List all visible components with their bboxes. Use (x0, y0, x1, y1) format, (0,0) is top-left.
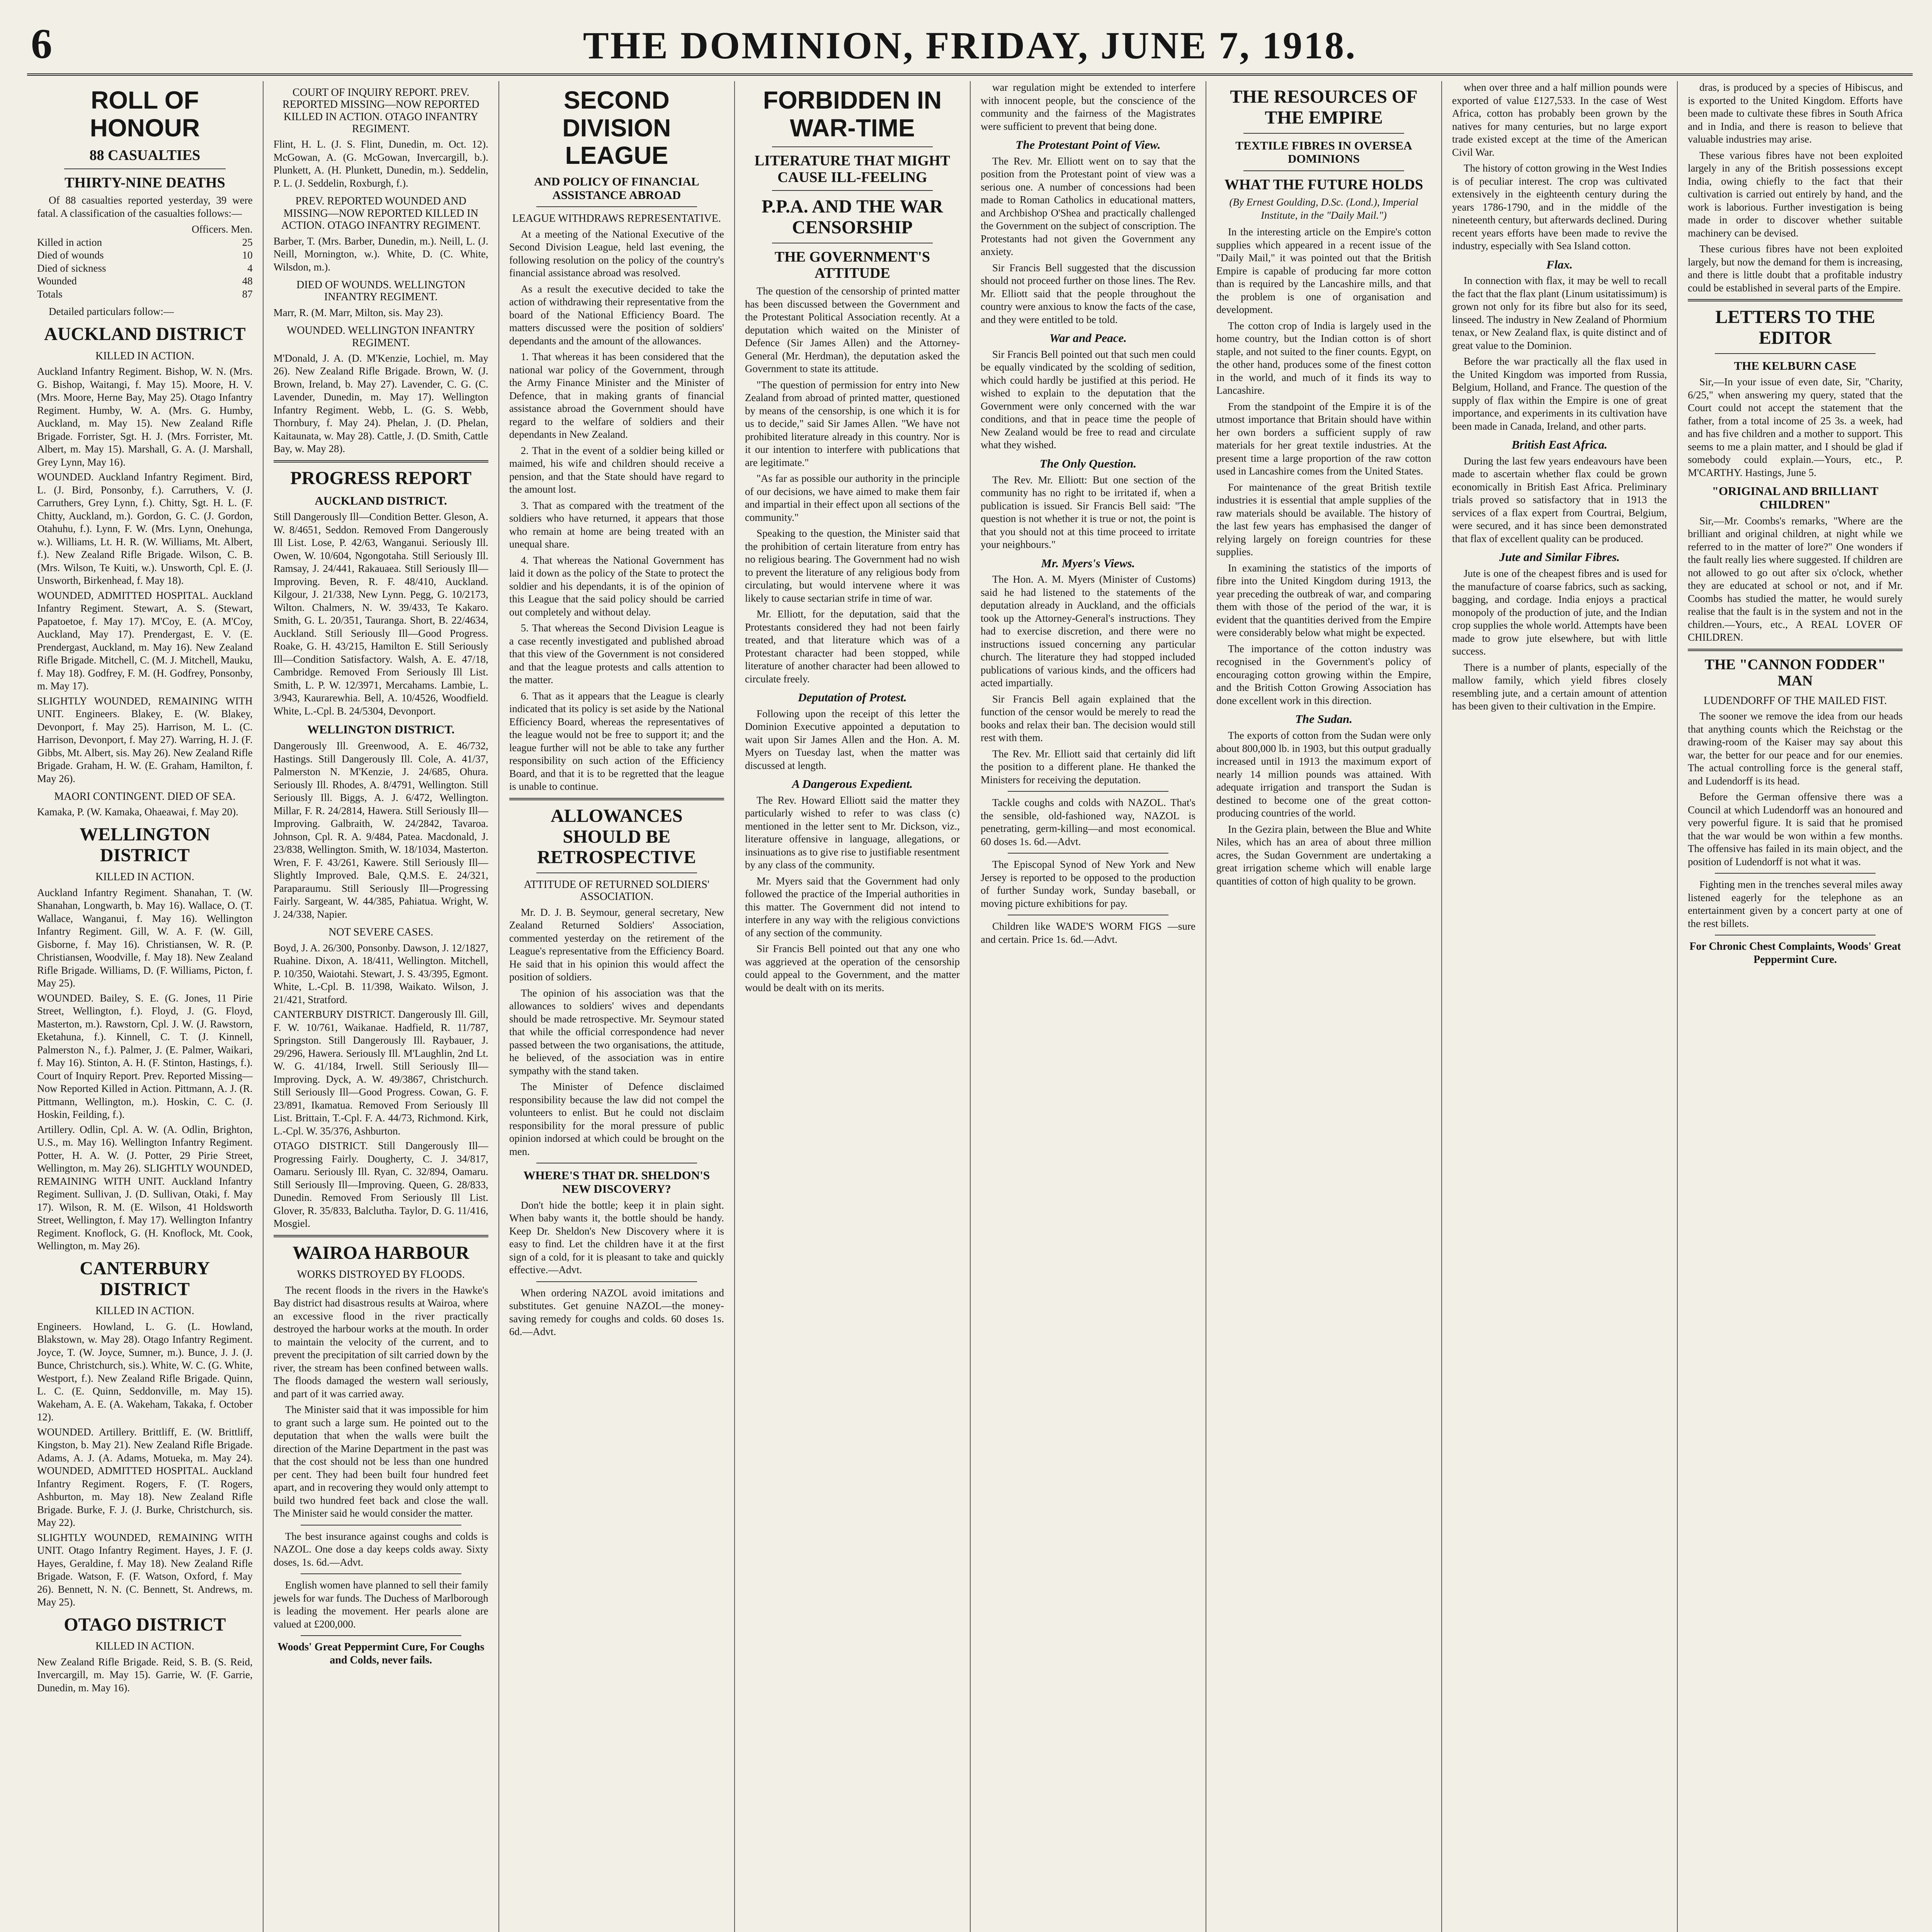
article-paragraph: Before the war practically all the flax used in the United Kingdom was imported from Russia, Belgium, Holland, and France. The question of the supply of flax within the Empire is one of great importance, and experiments in its cultivation have been made in Canada, Ireland, and other parts. (1452, 355, 1667, 432)
second-division-subheading: AND POLICY OF FINANCIAL ASSISTANCE ABROAD (534, 175, 699, 202)
article-paragraph: The cotton crop of India is largely used in the home country, but the Indian cotton is of short staple, and not suited to the finer counts. Egypt, on the other hand, produces some of the finest cotton in the world, and much of it finds its way to Lancashire. (1216, 320, 1431, 396)
divider (301, 1635, 461, 1636)
divider (301, 1525, 461, 1526)
progress-wellington-heading: WELLINGTON DISTRICT. (307, 723, 455, 736)
article-paragraph: 6. That as it appears that the League is clearly indicated that its policy is set aside by the National Efficiency Board, whereas the representatives of the league would not be free to support it; and the league further will not be able to take any further responsibility on such action of the Efficiency Board, and that it is to be regretted that the league is unable to continue. (509, 690, 724, 793)
letters-heading: LETTERS TO THE EDITOR (1715, 307, 1875, 348)
wellington-district-heading: WELLINGTON DISTRICT (79, 824, 210, 866)
prev-reported-heading: PREV. REPORTED WOUNDED AND MISSING—NOW REPORTED KILLED IN ACTION. OTAGO INFANTRY REGIMENT. (281, 195, 481, 232)
allowances-heading: ALLOWANCES SHOULD BE RETROSPECTIVE (537, 805, 696, 868)
otago-district-heading: OTAGO DISTRICT (64, 1614, 226, 1635)
divider (1243, 170, 1404, 171)
progress-list: CANTERBURY DISTRICT. Dangerously Ill. Gill, F. W. 10/761, Waikanae. Hadfield, R. 11/787, Springston. Still Dangerously Ill. Raybauer, J. 29/296, Hawera. Seriously Ill. M'Laughlin, 2nd Lt. W. G. 41/184, Irwell. Still Seriously Ill—Improving. Dyck, A. W. 49/3867, Christchurch. Still Seriously Ill—Good Progress. Cowan, G. F. 23/891, Ikamatua. Removed From Seriously Ill List. Brittain, T.-Cpl. F. A. 44/73, Richmond. Kirk, L.-Cpl. W. 35/376, Ashburton. (273, 1009, 488, 1137)
article-paragraph: 3. That as compared with the treatment of the soldiers who have returned, it appears that those who remain at home are being treated with an unequal share. (509, 499, 724, 550)
article-paragraph: Speaking to the question, the Minister said that the prohibition of certain literature from entry has no religious bearing. The Government had no wish to prevent the literature of any religious body from circulating, but would intervene where it was likely to cause sectarian strife in time of war. (745, 527, 960, 604)
maori-heading: MAORI CONTINGENT. DIED OF SEA. (54, 791, 236, 803)
protestant-heading: The Protestant Point of View. (1015, 138, 1161, 151)
article-paragraph: As a result the executive decided to take the action of withdrawing their representative from the board of the National Efficiency Board. The matters discussed were the position of soldiers' dependants and the amount of the allowances. (509, 283, 724, 347)
newspaper-title: THE DOMINION, FRIDAY, JUNE 7, 1918. (583, 24, 1357, 67)
wairoa-subheading: WORKS DISTROYED BY FLOODS. (297, 1269, 465, 1281)
column-1 (27, 81, 263, 1932)
casualty-list: Auckland Infantry Regiment. Shanahan, T. (W. Shanahan, Longwarth, b. May 16). Wallace, O. (T. Wallace, Wanganui, f. May 16). Wellington Infantry Regiment. Gill, W. A. F. (W. Gill, Gisborne, f. May 16). Christiansen, W. R. (P. Christiansen, Woodville, f. May 18). New Zealand Rifle Brigade. Williams, D. (F. Williams, Picton, f. May 25). (37, 886, 253, 989)
divider (301, 1573, 461, 1574)
myers-heading: Mr. Myers's Views. (1041, 556, 1135, 570)
article-paragraph: Sir Francis Bell suggested that the discussion should not proceed further on those lines. The Rev. Mr. Elliott said that the people throughout the country were anxious to know the facts of the case, and they were entitled to be told. (980, 262, 1196, 325)
wairoa-heading: WAIROA HARBOUR (293, 1242, 469, 1263)
detail-note: Detailed particulars follow:— (49, 306, 174, 318)
column-6 (1206, 81, 1441, 1932)
article-paragraph: Before the German offensive there was a Council at which Ludendorff was an honoured and very powerful figure. It is said that he promised that the war would be won within a few months. The offensive has failed in its main object, and the position of Ludendorff is not what it was. (1687, 791, 1903, 867)
killed-subheading: KILLED IN ACTION. (95, 1305, 194, 1317)
article-paragraph: The recent floods in the rivers in the Hawke's Bay district had disastrous results at Wairoa, where an excessive flood in the river practically destroyed the harbour works at the mouth. In order to maintain the velocity of the current, and to prevent the precipitation of silt carried down by the river, the stream has been confined between walls. The floods damaged the western wall seriously, and part of it was carried away. (273, 1284, 488, 1400)
article-paragraph: In examining the statistics of the imports of fibre into the United Kingdom during 1913, the year preceding the outbreak of war, and comparing them with those of the period of the war, it is evident that the quantities derived from the Empire were considerably below what might be expected. (1216, 562, 1431, 639)
article-paragraph: From the standpoint of the Empire it is of the utmost importance that Britain should have within her own borders a sufficient supply of raw materials for her great textile industries. At the present time a large proportion of the raw cotton used in Lancashire comes from the United States. (1216, 400, 1431, 477)
killed-subheading: KILLED IN ACTION. (95, 350, 194, 362)
not-severe-heading: NOT SEVERE CASES. (328, 926, 434, 939)
article-paragraph: Mr. Elliott, for the deputation, said that the Protestants considered they had not been fairly treated, and that literature which was of a Protestant character had been stopped, while literature of another character had been allowed to circulate freely. (745, 608, 960, 685)
article-paragraph: There is a number of plants, especially of the mallow family, which yield fibres closely resembling jute, and a certain amount of attention has been given to their cultivation in the Empire. (1452, 661, 1667, 712)
progress-list: Still Dangerously Ill—Condition Better. Gleson, A. W. 8/4651, Seddon. Removed From Dangerously Ill List. Lose, P. 42/63, Wanganui. Seriously Ill. Owen, W. 10/604, Ngongotaha. Still Seriously Ill. Ramsay, J. 24/441, Rakauaea. Still Seriously Ill—Improving. Beven, R. F. 48/410, Auckland. Kilgour, J. 21/338, New Lynn. Pegg, G. 10/2173, Wilton. Chalmers, N. W. 39/433, Te Kakaro. Smith, G. L. 20/351, Tauranga. Short, B. 22/4634, Auckland. Still Seriously Ill—Good Progress. Roake, G. H. 43/215, Hamilton E. Still Seriously Ill—Condition Satisfactory. Walsh, A. E. 47/18, Cambridge. Removed From Seriously Ill List. Smith, L. P. W. 12/3971, Mercahams. Lambie, L. 3/943, Kaurarewhia. Bell, A. 10/4526, Woodfield. White, L.-Cpl. B. 24/5304, Devonport. (273, 511, 488, 717)
advert-paragraph: Tackle coughs and colds with NAZOL. That's the sensible, old-fashioned way, NAZOL is penetrating, germ-killing—and most economical. 60 doses 1s. 6d.—Advt. (980, 797, 1196, 847)
advert-paragraph: The best insurance against coughs and colds is NAZOL. One dose a day keeps colds away. Sixty doses, 1s. 6d.—Advt. (273, 1530, 488, 1568)
article-paragraph: The Rev. Howard Elliott said the matter they particularly wished to refer to was class (c) mentioned in the letter sent to Mr. Dickson, viz., literature offensive in language, allegations, or insinuations as to give rise to justifiable resentment by any class of the community. (745, 794, 960, 871)
textile-subheading: TEXTILE FIBRES IN OVERSEA DOMINIONS (1235, 138, 1412, 166)
peppermint-advert: For Chronic Chest Complaints, Woods' Great Peppermint Cure. (1689, 940, 1901, 966)
article-paragraph: Following upon the receipt of this letter the Dominion Executive appointed a deputation to wait upon Sir James Allen and the Hon. A. M. Myers on Tuesday last, when the matter was discussed at length. (745, 707, 960, 771)
article-paragraph: when over three and a half million pounds were exported of value £127,533. In the case of West Africa, cotton has probably been grown by the natives for many centuries, but no large export trade existed except at the time of the American Civil War. (1452, 82, 1667, 158)
casualty-list: Barber, T. (Mrs. Barber, Dunedin, m.). Neill, L. (J. Neill, Mornington, w.). White, D. (C. White, Wilsdon, m.). (273, 235, 488, 273)
article-paragraph: At a meeting of the National Executive of the Second Division League, held last evening, the following resolution on the policy of the country's financial assistance abroad was resolved. (509, 228, 724, 279)
news-paragraph: English women have planned to sell their family jewels for war funds. The Duchess of Marlborough is leading the movement. Her pearls alone are valued at £200,000. (273, 1579, 488, 1630)
casualty-intro: Of 88 casualties reported yesterday, 39 were fatal. A classification of the casualties follows:— (37, 194, 253, 219)
casualties-subheading: 88 CASUALTIES (89, 147, 201, 164)
byline: (By Ernest Goulding, D.Sc. (Lond.), Imperial Institute, in the "Daily Mail.") (1229, 196, 1418, 221)
sudan-heading: The Sudan. (1295, 712, 1352, 726)
future-subheading: WHAT THE FUTURE HOLDS (1224, 176, 1423, 193)
article-paragraph: In connection with flax, it may be well to recall the fact that the flax plant (Linum usitatissimum) is grown not only for its fibre but also for its seed, linseed. The industry in New Zealand of Phormium tenax, or New Zealand flax, is quite distinct and of great value to the Dominion. (1452, 275, 1667, 351)
article-paragraph: Mr. Myers said that the Government had only followed the practice of the Imperial authorities in this matter. The Government did not intend to interfere in any way with the religious convictions of any section of the community. (745, 875, 960, 939)
casualty-list: WOUNDED. Auckland Infantry Regiment. Bird, L. (J. Bird, Ponsonby, f.). Carruthers, V. (J. Carruthers, Grey Lynn, f.). Chitty, Sgt. H. L. (F. Chitty, Auckland, m.). Gordon, G. C. (J. Gordon, Otahuhu, f.). Lynn, F. W. (Mrs. Lynn, Onehunga, w.). Williams, Lt. H. R. (W. Williams, Mt. Albert, f.). New Zealand Rifle Brigade. Wilson, C. B. (Mrs. Wilson, Te Kuiti, w.). Unsworth, Cpl. E. (J. Unsworth, Birkenhead, f. May 18). (37, 471, 253, 587)
letter-paragraph: Sir,—Mr. Coombs's remarks, "Where are the brilliant and original children, at night while we referred to in the matter of lore?" One wonders if the fault really lies where suggested. If children are not allowed to go out after six o'clock, whether they are educated at school or not, and if Mr. Coombs has studied the matter, he would surely realise that the fault is in the system and not in the children.—Yours, etc., A REAL LOVER OF CHILDREN. (1687, 515, 1903, 643)
forbidden-subheading: LITERATURE THAT MIGHT CAUSE ILL-FEELING (754, 153, 950, 185)
news-paragraph: Fighting men in the trenches several miles away listened eagerly for the telephone as an entertainment given by a concert party at one of the rest billets. (1687, 879, 1903, 929)
danger-heading: A Dangerous Expedient. (792, 777, 913, 791)
casualty-table (37, 223, 253, 301)
killed-subheading: KILLED IN ACTION. (95, 871, 194, 883)
flax-heading: Flax. (1546, 257, 1573, 271)
column-7 (1441, 81, 1677, 1932)
divider (1008, 791, 1168, 792)
article-paragraph: war regulation might be extended to interfere with innocent people, but the conscience of the community and the fairness of the Magistrates were sufficient to prevent that being done. (980, 82, 1196, 132)
inquiry-heading: COURT OF INQUIRY REPORT. PREV. REPORTED MISSING—NOW REPORTED KILLED IN ACTION. OTAGO INFANTRY REGIMENT. (282, 87, 480, 135)
article-paragraph: Mr. D. J. B. Seymour, general secretary, New Zealand Returned Soldiers' Association, commented yesterday on the retirement of the League's representative from the Efficiency Board. He said that in his opinion this would affect the position of soldiers. (509, 906, 724, 983)
column-5 (970, 81, 1206, 1932)
divider (536, 1281, 697, 1282)
divider (1715, 353, 1876, 354)
divider (1688, 299, 1903, 301)
masthead (27, 15, 1913, 76)
article-paragraph: 5. That whereas the Second Division League is a case recently investigated and published abroad that this view of the Government is not considered and that the league protests and calls attention to the matter. (509, 622, 724, 686)
article-paragraph: In the Gezira plain, between the Blue and White Niles, which has an area of about three million acres, the Sudan Government are undertaking a great irrigation scheme which will enable large quantities of cotton of high quality to be grown. (1216, 823, 1431, 887)
column-2 (263, 81, 498, 1932)
progress-auckland-heading: AUCKLAND DISTRICT. (315, 493, 447, 507)
divider (509, 798, 724, 800)
divider (536, 872, 697, 873)
article-paragraph: 4. That whereas the National Government has laid it down as the policy of the State to protect the soldier and his dependants, it is of the opinion of this League that the said policy should be carried out completely and without delay. (509, 554, 724, 618)
progress-list: OTAGO DISTRICT. Still Dangerously Ill—Progressing Fairly. Dougherty, C. J. 34/817, Oamaru. Seriously Ill. Ryan, C. 32/894, Oamaru. Still Seriously Ill—Improving. Queen, G. 28/833, Dunedin. Removed From Seriously Ill List. Glover, R. 35/833, Balclutha. Taylor, D. G. 11/416, Mosgiel. (273, 1140, 488, 1229)
article-paragraph: For maintenance of the great British textile industries it is essential that ample supplies of the raw materials should be available. The history of the last few years has emphasised the danger of relying largely on foreign countries for these supplies. (1216, 481, 1431, 558)
casualty-list: Flint, H. L. (J. S. Flint, Dunedin, m. Oct. 12). McGowan, A. (G. McGowan, Invercargill, b.). Plunkett, A. (H. Plunkett, Dunedin, m.). Seddelin, P. L. (J. Seddelin, Roxburgh, f.). (273, 138, 488, 189)
article-paragraph: The Rev. Mr. Elliott said that certainly did lift the position to a different plane. He thanked the Ministers for receiving the deputation. (980, 748, 1196, 786)
article-paragraph: These various fibres have not been exploited largely in any of the British possessions except India, owing chiefly to the fact that their cultivation is carried out entirely by hand, and the work is laborious. Further investigation is being made in order to discover whether suitable machinery can be devised. (1687, 149, 1903, 239)
article-paragraph: The history of cotton growing in the West Indies is of peculiar interest. The crop was cultivated extensively in the eighteenth century during the years 1786-1790, and in the middle of the nineteenth century, but afterwards declined. During recent years efforts have been made to revive the industry, especially with Sea Island cotton. (1452, 162, 1667, 252)
casualty-list: M'Donald, J. A. (D. M'Kenzie, Lochiel, m. May 26). New Zealand Rifle Brigade. Brown, W. (J. Brown, Ireland, b. May 27). Lavender, C. G. (C. Lavender, Dunedin, m. May 17). Wellington Infantry Regiment. Webb, L. (G. S. Webb, Thornbury, f. May 24). Phelan, J. (D. Phelan, Kaitaunata, w. May 28). Cattle, J. (D. Smith, Cattle Bay, w. May 28). (273, 352, 488, 455)
divider (772, 190, 933, 191)
government-attitude-heading: THE GOVERNMENT'S ATTITUDE (774, 248, 930, 282)
letter-paragraph: Sir,—In your issue of even date, Sir, "Charity, 6/25," when answering my query, stated that the Court could not accept the statement that the father, from a total income of 25 3s. a week, had and has five children and a mother to support. This seems to me a plain matter, and I should be glad if somebody could explain.—Yours, etc., P. M'CARTHY. Hastings, June 5. (1687, 376, 1903, 478)
page-number: 6 (31, 20, 52, 67)
article-paragraph: The importance of the cotton industry was recognised in the Government's policy of encouraging cotton growing within the Empire, and the British Cotton Growing Association has done excellent work in this direction. (1216, 643, 1431, 706)
article-paragraph: "As far as possible our authority in the principle of our decisions, we have aimed to make them fair and impartial in their effect upon all sections of the community." (745, 473, 960, 523)
newspaper-columns (27, 81, 1913, 1932)
died-wounds-heading: DIED OF WOUNDS. WELLINGTON INFANTRY REGIMENT. (296, 279, 466, 303)
second-division-heading: SECOND DIVISION LEAGUE (562, 86, 671, 170)
progress-list: Boyd, J. A. 26/300, Ponsonby. Dawson, J. 12/1827, Ruahine. Dixon, A. 18/411, Wellington. Mitchell, P. 10/350, Waiotahi. Stewart, J. S. 43/395, Egmont. White, L.-Cpl. B. 11/398, Waikato. Wilson, J. 21/421, Stratford. (273, 942, 488, 1005)
casualty-list: WOUNDED. Bailey, S. E. (G. Jones, 11 Pirie Street, Wellington, f.). Floyd, J. (G. Floyd, Masterton, m.). Rawstorn, Cpl. J. W. (J. Rawstorn, Eketahuna, f.). Kinnell, C. T. (J. Kinnell, Palmerston N., f.). Palmer, J. (E. Palmer, Waikari, f. May 16). Stinton, A. H. (F. Stinton, Hastings, f.). Court of Inquiry Report. Prev. Reported Missing—Now Reported Killed in Action. Pittmann, A. J. (R. Pittmann, Wellington, m.). Hoskin, C. C. (J. Hoskin, Feilding, f.). (37, 992, 253, 1121)
article-paragraph: The opinion of his association was that the allowances to soldiers' wives and dependants should be made retrospective. Mr. Seymour stated that while the official correspondence had never passed between the two organisations, the attitude, he believed, of the association was in entire sympathy with the stand taken. (509, 987, 724, 1077)
casualty-list: SLIGHTLY WOUNDED, REMAINING WITH UNIT. Engineers. Blakey, E. (W. Blakey, Devonport, f. May 25). Harrison, M. L. (C. Harrison, Devonport, f. May 27). Warring, H. J. (F. Gibbs, Mt. Albert, sis. May 26). New Zealand Rifle Brigade. Graham, H. W. (E. Graham, Hamilton, f. May 26). (37, 695, 253, 784)
article-paragraph: During the last few years endeavours have been made to ascertain whether flax could be grown economically in British East Africa. Preliminary trials proved so satisfactory that in 1913 the services of a flax expert from Courtrai, Belgium, were secured, and it has since been demonstrated that flax of excellent quality can be produced. (1452, 455, 1667, 544)
article-paragraph: Sir Francis Bell pointed out that any one who was aggrieved at the operation of the censorship could appeal to the Government, and the matter would be dealt with on its merits. (745, 943, 960, 993)
article-paragraph: The Minister said that it was impossible for him to grant such a large sum. He pointed out to the deputation that when the walls were built the direction of the Marine Department in the past was that the cost should not be less than one hundred per cent. They had been built four hundred feet apart, and in recovering they would only attempt to build two hundred feet back and close the wall. The Minister said he would consider the matter. (273, 1404, 488, 1519)
casualty-list: Kamaka, P. (W. Kamaka, Ohaeawai, f. May 20). (37, 806, 238, 818)
cannon-fodder-heading: THE "CANNON FODDER" MAN (1704, 656, 1886, 689)
article-paragraph: 1. That whereas it has been considered that the national war policy of the Government, through the Army Finance Minister and the Minister of Defence, that in making grants of financial assistance abroad the Government should have regard to the welfare of soldiers and their dependants in New Zealand. (509, 351, 724, 440)
allowances-subheading: ATTITUDE OF RETURNED SOLDIERS' ASSOCIATION. (524, 879, 709, 903)
progress-report-heading: PROGRESS REPORT (290, 468, 472, 488)
article-paragraph: Jute is one of the cheapest fibres and is used for the manufacture of coarse fabrics, such as sacking, bagging, and cordage. India enjoys a practical monopoly of the production of jute, and the Indian crop supplies the whole world. Attempts have been made to grow jute elsewhere, but with little success. (1452, 568, 1667, 657)
table-row: Killed in action 25 (37, 236, 253, 248)
article-paragraph: The sooner we remove the idea from our heads that anything counts which the Reichstag or the drawing-room of the Kaiser may say about this war, the better for our peace and for our enemies. The actual controlling force is the general staff, and Ludendorff is its head. (1687, 710, 1903, 787)
forbidden-heading: FORBIDDEN IN WAR-TIME (763, 86, 942, 142)
casualty-list: SLIGHTLY WOUNDED, REMAINING WITH UNIT. Otago Infantry Regiment. Hayes, J. F. (J. Hayes, Geraldine, f. May 18). New Zealand Rifle Brigade. Watson, F. (F. Watson, Oxford, f. May 26). Bennett, N. N. (C. Bennett, St. Andrews, m. May 25). (37, 1531, 253, 1608)
casualty-list: WOUNDED. Artillery. Brittliff, E. (W. Brittliff, Kingston, b. May 21). New Zealand Rifle Brigade. Adams, A. J. (A. Adams, Motueka, m. May 24). WOUNDED, ADMITTED HOSPITAL. Auckland Infantry Regiment. Rogers, F. (T. Rogers, Ashburton, m. May 18). New Zealand Rifle Brigade. Burke, F. J. (J. Burke, Christchurch, sis. May 22). (37, 1426, 253, 1529)
article-paragraph: These curious fibres have not been exploited largely, but now the demand for them is increasing, and there is little doubt that a profitable industry could be established in several parts of the Empire. (1687, 243, 1903, 294)
divider (772, 146, 933, 147)
article-paragraph: "The question of permission for entry into New Zealand from abroad of printed matter, questioned by means of the censorship, is one which it is for us to decide," said Sir James Allen. "We have not prohibited literature already in this country. Nor is it our intention to interfere with publications that are legitimate." (745, 379, 960, 468)
table-row: Totals 87 (37, 288, 253, 300)
advert-paragraph: Children like WADE'S WORM FIGS —sure and certain. Price 1s. 6d.—Advt. (980, 920, 1196, 945)
divider (536, 206, 697, 207)
article-paragraph: The Rev. Mr. Elliott went on to say that the position from the Protestant point of view was a serious one. A number of concessions had been made to Roman Catholics in educational matters, and Archbishop O'Shea and practically challenged the Government on the subject of conscription. The Protestants had not given the Government any anxiety. (980, 155, 1196, 258)
progress-list: Dangerously Ill. Greenwood, A. E. 46/732, Hastings. Still Dangerously Ill. Cole, A. 41/37, Palmerston N. M'Kenzie, J. 24/685, Ohura. Seriously Ill. Rhodes, A. 8/4791, Wellington. Still Seriously Ill. Biggs, A. J. 6/472, Wellington. Millar, F. R. 24/2814, Hawera. Still Seriously Ill—Improving. Galbraith, W. 24/2842, Tavaroa. Johnson, Cpl. R. A. 9/484, Patea. Macdonald, J. 23/838, Wellington. Smith, W. 18/1034, Masterton. Wren, F. F. 43/261, Kawere. Still Seriously Ill—Slightly Improved. Bale, Q.M.S. E. 24/321, Paraparaumu. Still Seriously Ill—Progressing Fairly. Sargeant, W. 44/385, Pahiatua. Wright, W. J. 24/338, Napier. (273, 740, 488, 920)
roll-of-honour-heading: ROLL OF HONOUR (90, 86, 200, 142)
table-row: Died of wounds 10 (37, 249, 253, 261)
article-paragraph: dras, is produced by a species of Hibiscus, and is exported to the United Kingdom. Efforts have been made to cultivate these fibres in South Africa and in India, and there is reason to believe that valuable industries may arise. (1687, 82, 1903, 145)
wheres-heading: WHERE'S THAT DR. SHELDON'S NEW DISCOVERY? (523, 1168, 710, 1196)
divider (1688, 649, 1903, 651)
column-4 (734, 81, 970, 1932)
news-paragraph: The Episcopal Synod of New York and New Jersey is reported to be opposed to the production of further Sunday work, Sunday baseball, or moving picture exhibitions for pay. (980, 859, 1196, 909)
table-row: Wounded 48 (37, 275, 253, 287)
article-paragraph: Sir Francis Bell again explained that the function of the censor would be merely to read the books and relax their ban. The decision would still rest with them. (980, 693, 1196, 744)
casualty-list: Marr, R. (M. Marr, Milton, sis. May 23). (273, 306, 443, 318)
original-children-heading: "ORIGINAL AND BRILLIANT CHILDREN" (1712, 484, 1879, 511)
only-question-heading: The Only Question. (1039, 456, 1137, 470)
divider (1008, 853, 1168, 854)
article-paragraph: The exports of cotton from the Sudan were only about 800,000 lb. in 1903, but this output gradually increased until in 1913 the maximum export of nearly 14 million pounds was attained. With adequate irrigation and transport the Sudan is destined to become one of the great cotton-producing countries of the world. (1216, 730, 1431, 819)
deputation-heading: Deputation of Protest. (798, 690, 907, 704)
auckland-district-heading: AUCKLAND DISTRICT (44, 323, 246, 344)
article-paragraph: In the interesting article on the Empire's cotton supplies which appeared in a recent issue of the "Daily Mail," it was pointed out that the British Empire is capable of producing far more cotton than is required by the Lancashire mills, and that the problem is one of organisation and development. (1216, 226, 1431, 316)
war-peace-heading: War and Peace. (1049, 331, 1127, 345)
table-row: Died of sickness 4 (37, 262, 253, 274)
league-withdraws-subheading: LEAGUE WITHDRAWS REPRESENTATIVE. (512, 213, 721, 225)
peppermint-advert: Woods' Great Peppermint Cure, For Coughs and Colds, never fails. (277, 1641, 485, 1666)
canterbury-district-heading: CANTERBURY DISTRICT (80, 1258, 210, 1299)
advert-paragraph: When ordering NAZOL avoid imitations and substitutes. Get genuine NAZOL—the money-saving remedy for coughs and colds. 60 doses 1s. 6d.—Advt. (509, 1287, 724, 1338)
divider (1715, 873, 1876, 874)
column-3 (498, 81, 734, 1932)
table-header: Officers. Men. (192, 223, 253, 235)
casualty-list: Engineers. Howland, L. G. (L. Howland, Blakstown, w. May 28). Otago Infantry Regiment. Joyce, T. (W. Joyce, Sumner, m.). Bunce, J. J. (J. Bunce, Christchurch, sis.). White, W. C. (G. White, Westport, f.). New Zealand Rifle Brigade. Quinn, L. C. (E. Quinn, Seddonville, m. May 15). Wakeham, A. E. (A. Wakeham, Takaka, f. October 12). (37, 1320, 253, 1423)
divider (274, 460, 488, 463)
wounded-heading: WOUNDED. WELLINGTON INFANTRY REGIMENT. (286, 325, 475, 349)
advert-paragraph: Don't hide the bottle; keep it in plain sight. When baby wants it, the bottle should be handy. Keep Dr. Sheldon's New Discovery where it is easy to find. Let the children have it at the first sign of a cold, for it is pleasant to take and quickly effective.—Advt. (509, 1199, 724, 1276)
casualty-list: WOUNDED, ADMITTED HOSPITAL. Auckland Infantry Regiment. Stewart, A. S. (Stewart, Papatoetoe, f. May 17). M'Coy, E. (A. M'Coy, Auckland, May 17). Prendergast, E. V. (E. Prendergast, Auckland, m. May 16). New Zealand Rifle Brigade. Mitchell, C. (M. J. Mitchell, Mauku, f. May 18). Godfrey, F. M. (H. Godfrey, Ponsonby, m. May 17). (37, 589, 253, 692)
casualty-list: Auckland Infantry Regiment. Bishop, W. N. (Mrs. G. Bishop, Waitangi, f. May 15). Moore, H. V. (Mrs. Moore, Herne Bay, May 25). Otago Infantry Regiment. Humby, W. A. (Mrs. G. Humby, Auckland, m. May 15). New Zealand Rifle Brigade. Forrister, Sgt. H. J. (Mrs. Forrister, Mt. Albert, m. May 15). Marshall, G. A. (J. Marshall, Grey Lynn, May 16). (37, 366, 253, 468)
article-paragraph: 2. That in the event of a soldier being killed or maimed, his wife and children should receive a pension, and that the State should have regard to the amount lost. (509, 444, 724, 495)
east-africa-heading: British East Africa. (1512, 438, 1607, 452)
kelburn-heading: THE KELBURN CASE (1734, 359, 1857, 372)
casualty-list: New Zealand Rifle Brigade. Reid, S. B. (S. Reid, Invercargill, m. May 15). Garrie, W. (F. Garrie, Dunedin, m. May 16). (37, 1656, 253, 1694)
jute-heading: Jute and Similar Fibres. (1499, 550, 1620, 564)
divider (64, 168, 226, 169)
article-paragraph: The Hon. A. M. Myers (Minister of Customs) said he had listened to the statements of the deputation already in Auckland, and the officials took up the Attorney-General's instructions. They had to exercise discretion, and there were no instructions issued concerning any particular church. The literature they had stopped included publications of various kinds, and the officers had acted impartially. (980, 573, 1196, 689)
ppa-heading: P.P.A. AND THE WAR CENSORSHIP (762, 196, 943, 238)
resources-heading: THE RESOURCES OF THE EMPIRE (1230, 87, 1418, 128)
killed-subheading: KILLED IN ACTION. (95, 1640, 194, 1653)
article-paragraph: The Minister of Defence disclaimed responsibility because the law did not compel the volunteers to enlist. But he could not disclaim responsibility for the moral pressure of public opinion indorsed at which could be brought on the men. (509, 1081, 724, 1157)
casualty-list: Artillery. Odlin, Cpl. A. W. (A. Odlin, Brighton, U.S., m. May 16). Wellington Infantry Regiment. Potter, H. A. W. (J. Potter, 29 Pirie Street, Wellington, m. May 26). SLIGHTLY WOUNDED, REMAINING WITH UNIT. Auckland Infantry Regiment. Sullivan, J. (D. Sullivan, Otaki, f. May 17). Wilson, R. M. (E. Wilson, 41 Holdsworth Street, Wellington, f. May 17). Wellington Infantry Regiment. Knoflock, G. (H. Knoflock, Mt. Cook, Wellington, m. May 26). (37, 1123, 253, 1252)
article-paragraph: The question of the censorship of printed matter has been discussed between the Government and the Protestant Political Association recently. At a deputation which waited on the Minister of Defence (Sir James Allen) and the Attorney-General (Mr. Herdman), the deputation asked the Government to state its attitude. (745, 285, 960, 375)
divider (1243, 133, 1404, 134)
article-paragraph: Sir Francis Bell pointed out that such men could be equally vindicated by the scolding of sedition, which could hardly be justified at this period. He wished to explain to the deputation that the Government were only concerned with the war conditions, and that in peace time the people of New Zealand would be free to read and circulate what they wished. (980, 348, 1196, 451)
deaths-heading: THIRTY-NINE DEATHS (65, 174, 225, 191)
ludendorff-subheading: LUDENDORFF OF THE MAILED FIST. (1703, 694, 1887, 707)
divider (274, 1235, 488, 1237)
article-paragraph: The Rev. Mr. Elliott: But one section of the community has no right to be irritated if, when a publication is issued. Sir Francis Bell said: "The question is not whether it is true or not, the point is that you should not at this time proceed to irritate your neighbours." (980, 474, 1196, 551)
column-8 (1677, 81, 1913, 1932)
